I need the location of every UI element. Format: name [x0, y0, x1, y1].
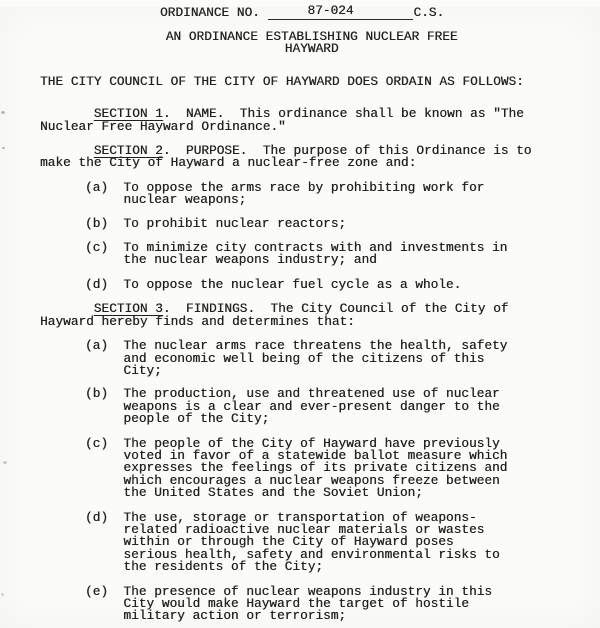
item-marker: (b): [85, 215, 109, 231]
scan-speck: [1, 111, 5, 114]
ordinance-page: [0, 3, 600, 628]
section-2-heading: SECTION 2: [93, 143, 163, 159]
item-text: To oppose the nuclear fuel cycle as a whole.: [123, 276, 462, 292]
list-item-3d: [85, 509, 600, 575]
item-marker: (c): [85, 435, 109, 451]
item-text: To minimize city contracts with and investments in the nuclear weapons industry; and: [123, 240, 516, 268]
item-text: The presence of nuclear weapons industry in this City would make Hayward the target of hostile military action or terrorism;: [123, 583, 500, 624]
section-3-paragraph: [40, 303, 535, 328]
title-line-1: AN ORDINANCE ESTABLISHING NUCLEAR FREE: [165, 29, 458, 44]
section-1-body: . NAME. This ordinance shall be known as "The Nuclear Free Hayward Ordinance.": [40, 106, 532, 134]
item-text: The nuclear arms race threatens the health, safety and economic well being of the citizens of this City;: [123, 338, 516, 378]
list-item-3e: [85, 583, 600, 624]
list-item-2c: [85, 242, 600, 267]
item-marker: (a): [85, 179, 109, 195]
item-marker: (b): [85, 386, 109, 402]
scan-speck: [1, 593, 4, 596]
item-text: The people of the City of Hayward have previously voted in favor of a statewide ballot measure which expresses the feelings of its private citizens and which encourages a nuclear weapons freeze between the United States and the Soviet Union;: [123, 435, 516, 501]
item-marker: (c): [85, 240, 109, 256]
title-line-2: HAYWARD: [284, 41, 339, 57]
scan-speck: [3, 461, 7, 464]
section-2-paragraph: [40, 143, 540, 171]
section-2-body: . PURPOSE. The purpose of this Ordinance is to make the City of Hayward a nuclear-free zone and:: [40, 143, 540, 171]
item-text: To prohibit nuclear reactors;: [123, 215, 347, 231]
list-item-2b: [85, 215, 600, 231]
ordinance-number-line: [160, 3, 600, 22]
section-1-heading: SECTION 1: [93, 106, 163, 122]
document-title: [64, 31, 559, 56]
list-item-2a: [85, 179, 600, 208]
section-1-paragraph: [40, 108, 535, 133]
section-3-body: . FINDINGS. The City Council of the City of Hayward hereby finds and determines that:: [40, 301, 517, 329]
ordinance-suffix: C.S.: [413, 5, 445, 20]
item-marker: (e): [85, 583, 109, 599]
ordinance-number: 87-024: [307, 3, 354, 18]
item-marker: (a): [85, 338, 109, 354]
item-text: The use, storage or transportation of weapons-related radioactive nuclear materials or wastes within or through the City of Hayward poses serious health, safety and environmental risks to the residents of the City;: [123, 509, 508, 575]
ordinance-no-label: ORDINANCE NO.: [160, 5, 260, 20]
item-marker: (d): [85, 509, 109, 525]
item-text: To oppose the arms race by prohibiting work for nuclear weapons;: [123, 179, 493, 208]
list-item-2d: [85, 276, 600, 292]
list-item-3b: [85, 388, 600, 425]
item-text: The production, use and threatened use of nuclear weapons is a clear and ever-present danger to the people of the City;: [123, 386, 508, 427]
ordinance-number-blank: [268, 3, 414, 20]
enacting-clause: THE CITY COUNCIL OF THE CITY OF HAYWARD DOES ORDAIN AS FOLLOWS:: [40, 73, 524, 89]
list-item-3c: [85, 435, 600, 501]
item-marker: (d): [85, 276, 109, 292]
list-item-3a: [85, 340, 600, 377]
section-3-heading: SECTION 3: [93, 301, 163, 317]
scan-speck: [2, 147, 5, 149]
